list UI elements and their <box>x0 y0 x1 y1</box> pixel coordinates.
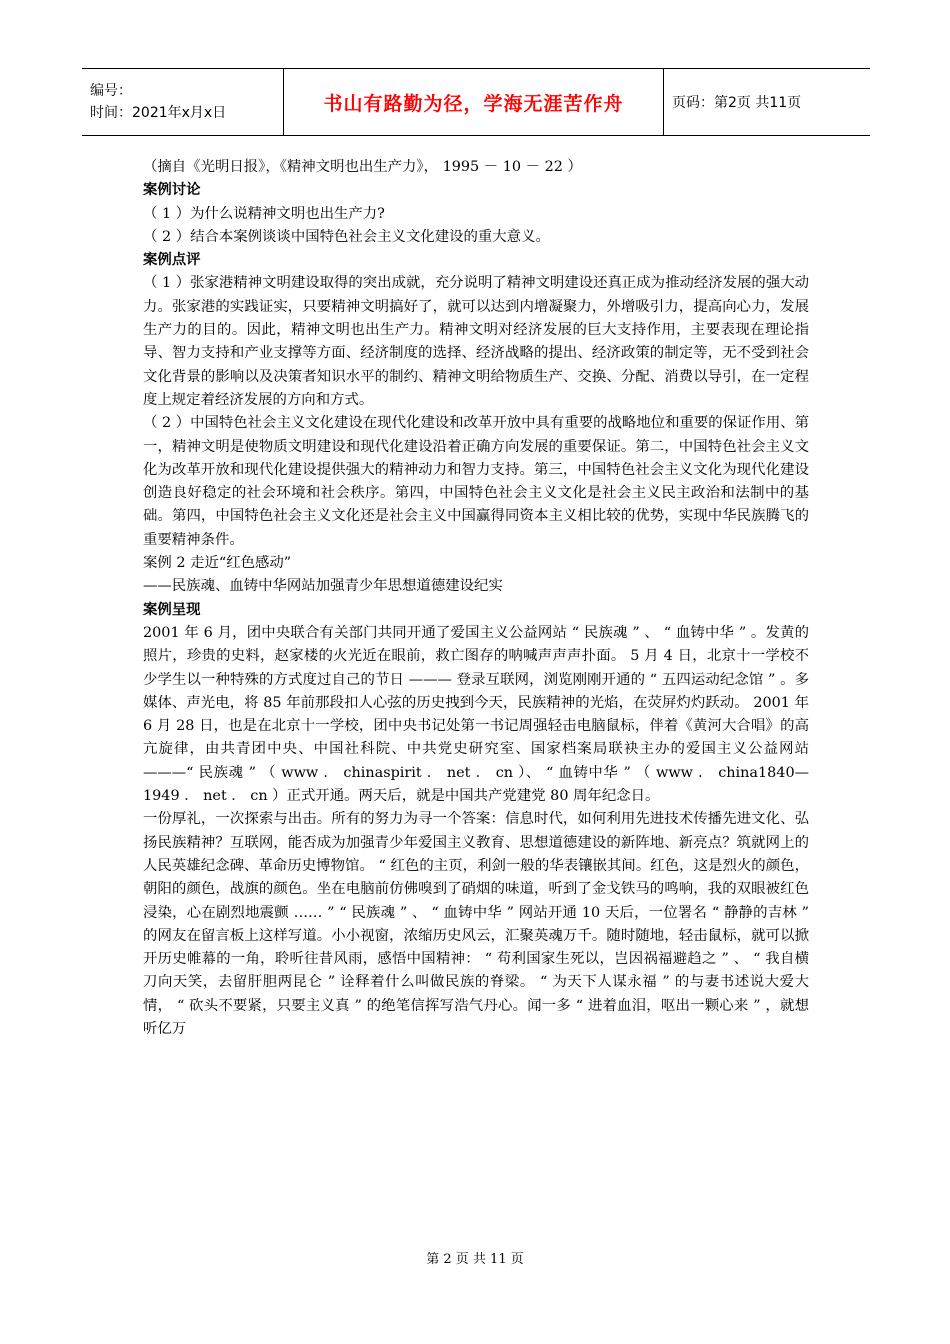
case2-title: 案例 2 走近“红色感动” <box>143 555 292 572</box>
review-paragraph-1: （ 1 ）张家港精神文明建设取得的突出成就，充分说明了精神文明建设还真正成为推动经济发展的强大动力。张家港的实践证实，只要精神文明搞好了，就可以达到内增凝聚力，外增吸引力，提高向心力，发展生产力的目的。因此，精神文明也出生产力。精神文明对经济发展的巨大支持作用，主要表现在理论指导、智力支持和产业支撑等方面、经济制度的选择、经济战略的提出、经济政策的制定等，无不受到社会文化背景的影响以及决策者知识水平的制约、精神文明给物质生产、交换、分配、消费以导引，在一定程度上规定着经济发展的方向和方式。 <box>143 275 809 408</box>
discussion-question-2: （ 2 ）结合本案例谈谈中国特色社会主义文化建设的重大意义。 <box>143 228 550 245</box>
page-footer: 第 2 页 共 11 页 <box>426 1252 524 1267</box>
document-date-label: 时间：2021年x月x日 <box>90 105 227 121</box>
page-header <box>82 68 870 136</box>
discussion-question-1: （ 1 ）为什么说精神文明也出生产力? <box>143 205 385 222</box>
presentation-paragraph-1: 2001 年 6 月，团中央联合有关部门共同开通了爱国主义公益网站 “ 民族魂 ” 、 “ 血铸中华 ” 。发黄的照片，珍贵的史料，赵家楼的火光近在眼前，救亡图存的呐喊声声声扑面。 5 月 4 日，北京十一学校不少学生以一种特殊的方式度过自己的节日 ——— 登录互联网，浏览刚刚开通的 “ 五四运动纪念馆 ” 。多媒体、声光电，将 85 年前那段扣人心弦的历史拽到今天，民族精神的光焰，在荧屏灼灼跃动。 2001 年 6 月 28 日，也是在北京十一学校，团中央书记处第一书记周强轻击电脑鼠标，伴着《黄河大合唱》的高亢旋律，由共青团中央、中国社科院、中共党史研究室、国家档案局联袂主办的爱国主义公益网站 ———“ 民族魂 ” （ www ． chinaspirit ． net ． cn ）、 “ 血铸中华 ” （ www ． china1840—1949 ． net ． cn ）正式开通。两天后，就是中国共产党建党 80 周年纪念日。 <box>143 624 809 805</box>
review-paragraph-2: （ 2 ）中国特色社会主义文化建设在现代化建设和改革开放中具有重要的战略地位和重要的保证作用、第一，精神文明是使物质文明建设和现代化建设沿着正确方向发展的重要保证。第二，中国特色社会主义文化为改革开放和现代化建设提供强大的精神动力和智力支持。第三，中国特色社会主义文化为现代化建设创造良好稳定的社会环境和社会秩序。第四，中国特色社会主义文化是社会主义民主政治和法制中的基础。第四，中国特色社会主义文化还是社会主义中国赢得同资本主义相比较的优势，实现中华民族腾飞的重要精神条件。 <box>143 415 809 548</box>
document-body <box>143 156 809 1041</box>
source-citation: （摘自《光明日报》，《精神文明也出生产力》， 1995 － 10 － 22 ） <box>143 159 582 175</box>
presentation-heading: 案例呈现 <box>143 601 201 618</box>
header-page-label: 页码：第2页 共11页 <box>672 95 802 111</box>
header-motto: 书山有路勤为径，学海无涯苦作舟 <box>284 69 664 135</box>
document-number-label: 编号： <box>90 83 132 99</box>
review-heading: 案例点评 <box>143 252 201 269</box>
case2-subtitle: ——民族魂、血铸中华网站加强青少年思想道德建设纪实 <box>143 578 503 595</box>
presentation-paragraph-2: 一份厚礼，一次探索与出击。所有的努力为寻一个答案：信息时代，如何利用先进技术传播先进文化、弘扬民族精神？互联网，能否成为加强青少年爱国主义教育、思想道德建设的新阵地、新亮点？筑就网上的人民英雄纪念碑、革命历史博物馆。 “ 红色的主页，利剑一般的华表镶嵌其间。红色，这是烈火的颜色，朝阳的颜色，战旗的颜色。坐在电脑前仿佛嗅到了硝烟的味道，听到了金戈铁马的鸣响，我的双眼被红色浸染，心在剧烈地震颤 …… ” “ 民族魂 ” 、 “ 血铸中华 ” 网站开通 10 天后，一位署名 “ 静静的吉林 ” 的网友在留言板上这样写道。小小视窗，浓缩历史风云，汇聚英魂万千。随时随地，轻击鼠标，就可以掀开历史帷幕的一角，聆听往昔风雨，感悟中国精神： “ 苟利国家生死以，岂因祸福避趋之 ” 、 “ 我自横刀向天笑，去留肝胆两昆仑 ” 诠释着什么叫做民族的脊梁。 “ 为天下人谋永福 ” 的与妻书述说大爱大情， “ 砍头不要紧，只要主义真 ” 的绝笔信挥写浩气丹心。闻一多 “ 进着血泪，呕出一颗心来 ” ，就想听亿万 <box>143 811 809 1037</box>
discussion-heading: 案例讨论 <box>143 182 201 199</box>
header-meta <box>82 69 284 135</box>
